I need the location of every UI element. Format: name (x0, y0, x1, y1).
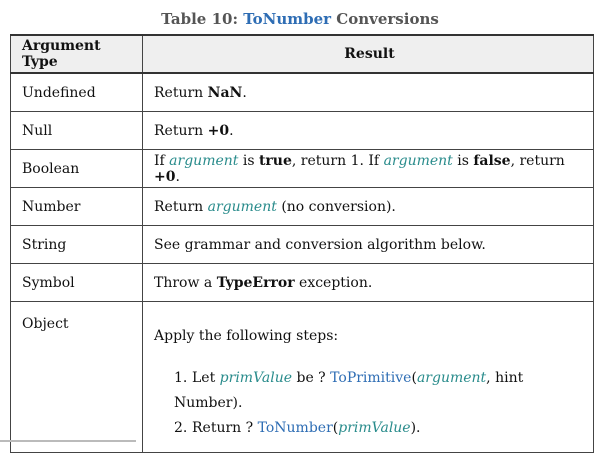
result-text: , return (510, 152, 565, 169)
result-text: Return (154, 84, 208, 101)
header-result: Result (143, 35, 594, 73)
bottom-divider (0, 440, 136, 442)
step-number: 2. (174, 419, 188, 436)
type-undefined: Undefined (11, 73, 143, 112)
result-null (143, 112, 594, 150)
result-symbol (143, 264, 594, 302)
step-text: be ? (292, 369, 331, 386)
type-null: Null (11, 112, 143, 150)
primvalue-variable: primValue (219, 369, 293, 386)
step-text: Let (192, 369, 220, 386)
primvalue-variable: primValue (338, 419, 411, 436)
result-boolean (143, 150, 594, 188)
step-text: Return ? (192, 419, 258, 436)
caption-tonumber-link[interactable]: ToNumber (243, 10, 332, 28)
result-text: exception. (294, 274, 373, 291)
caption-prefix: Table 10: (161, 10, 244, 28)
row-undefined (11, 73, 594, 112)
result-text: If (154, 152, 170, 169)
result-string: See grammar and conversion algorithm below. (143, 226, 594, 264)
row-number (11, 188, 594, 226)
result-value: false (473, 152, 511, 169)
result-text: Return (154, 122, 208, 139)
result-value: +0 (207, 122, 230, 139)
type-symbol: Symbol (11, 264, 143, 302)
result-number (143, 188, 594, 226)
type-number: Number (11, 188, 143, 226)
result-text: Return (154, 198, 208, 215)
result-text: . (229, 122, 234, 139)
type-object: Object (11, 302, 143, 453)
result-text: , return 1. If (291, 152, 384, 169)
row-symbol (11, 264, 594, 302)
tonumber-link[interactable]: ToNumber (257, 419, 333, 436)
step-1 (174, 366, 585, 416)
step-text: ( (332, 419, 339, 436)
tonumber-conversions-table (10, 34, 594, 453)
row-string (11, 226, 594, 264)
result-value: +0 (154, 168, 176, 185)
header-row (11, 35, 594, 73)
result-text: . (175, 168, 180, 185)
result-value: true (258, 152, 292, 169)
table-caption (0, 8, 600, 30)
type-boolean: Boolean (11, 150, 143, 188)
result-object (143, 302, 594, 453)
argument-variable: argument (383, 152, 453, 169)
result-text: . (242, 84, 247, 101)
toprimitive-link[interactable]: ToPrimitive (330, 369, 412, 386)
type-string: String (11, 226, 143, 264)
result-text: (no conversion). (276, 198, 396, 215)
object-steps-list (154, 366, 585, 441)
result-undefined (143, 73, 594, 112)
header-argument-type: Argument Type (11, 35, 143, 73)
row-boolean (11, 150, 594, 188)
step-text: , hint Number). (174, 369, 524, 411)
result-value: NaN (207, 84, 243, 101)
argument-variable: argument (169, 152, 239, 169)
type-error-value: TypeError (216, 274, 295, 291)
step-text: ). (410, 419, 421, 436)
row-null (11, 112, 594, 150)
step-text: ( (411, 369, 417, 386)
step-number: 1. (174, 369, 188, 386)
object-intro: Apply the following steps: (154, 327, 339, 344)
argument-variable: argument (416, 369, 487, 386)
result-text: is (452, 152, 474, 169)
argument-variable: argument (207, 198, 277, 215)
result-text: is (238, 152, 259, 169)
step-2 (174, 416, 585, 441)
caption-suffix: Conversions (331, 10, 439, 28)
row-object (11, 302, 594, 453)
result-text: Throw a (154, 274, 217, 291)
